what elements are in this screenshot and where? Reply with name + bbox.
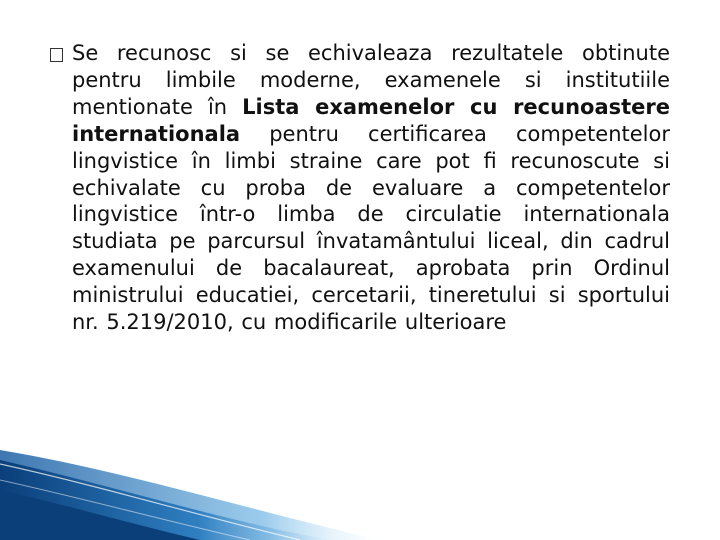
bullet-item [50,40,670,336]
bullet-text-start: Se recunosc si se echivaleaza rezultatele obtinute pentru limbile moderne, examenele si institutiile mentionate în [72,41,670,119]
bullet-paragraph [72,40,670,336]
bullet-text-bold-title: Lista examenelor cu recunoastere internationala [72,94,670,146]
bullet-text-end: pentru certificarea competentelor lingvistice în limbi straine care pot fi recunoscute si echivalate cu proba de evaluare a competentelor lingvistice într-o limba de circulatie internationala studiata pe parcursul învatamântului liceal, din cadrul examenului de bacalaureat, aprobata prin Ordinul ministrului educatiei, cercetarii, tineretului si sportului nr. 5.219/2010, cu modificarile ulterioare [72,121,670,335]
corner-wave-decoration [0,450,380,540]
bullet-square-icon [50,48,63,62]
